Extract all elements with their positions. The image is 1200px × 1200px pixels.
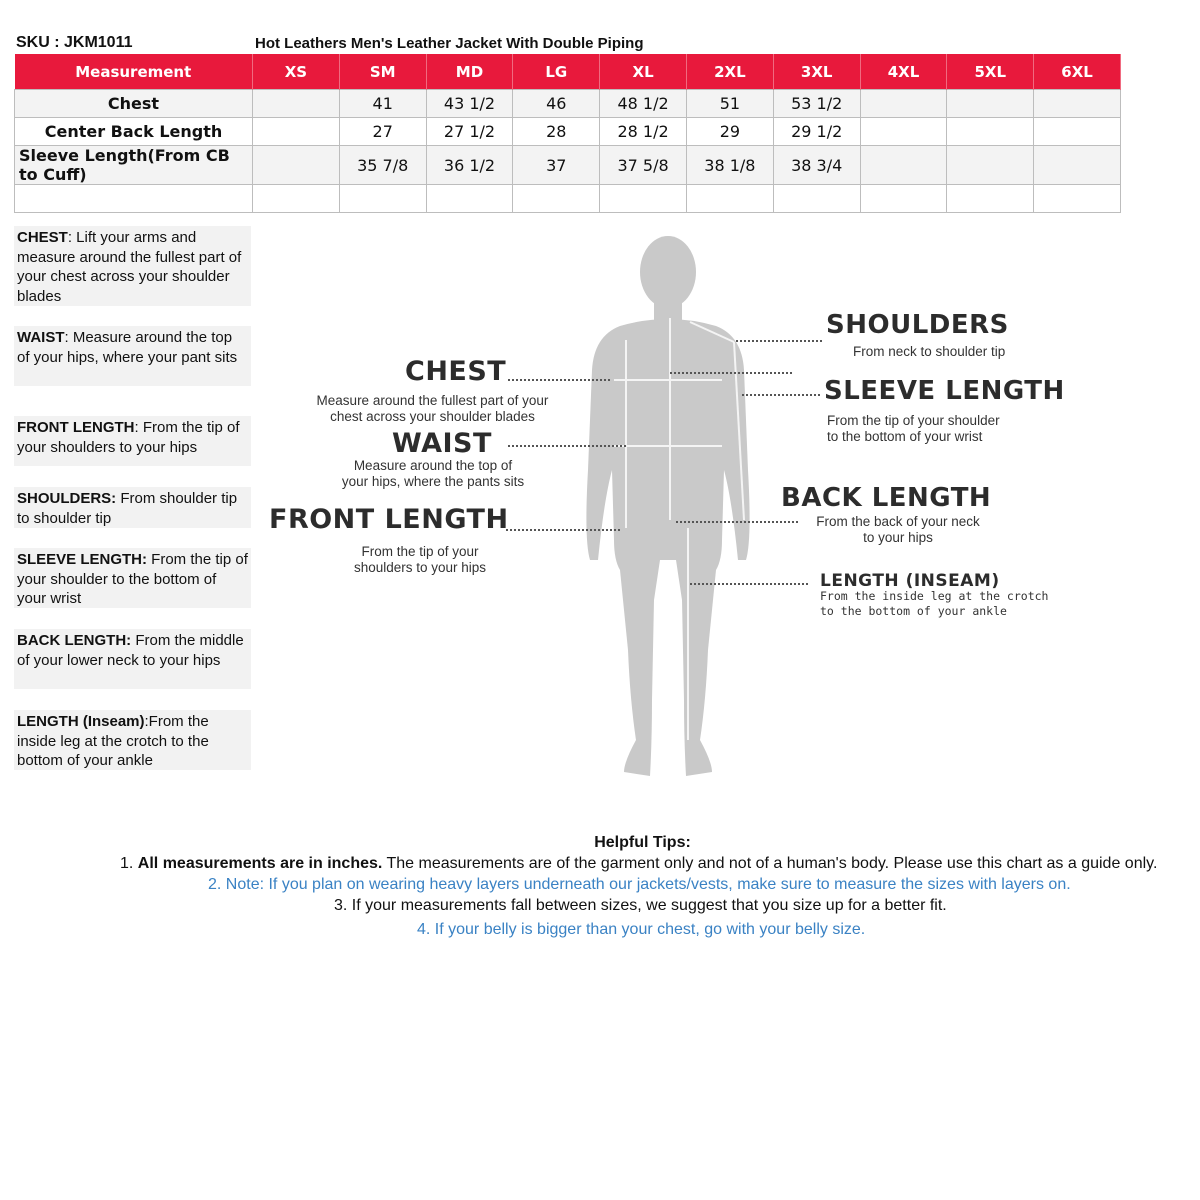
definition-term: FRONT LENGTH [17, 419, 135, 436]
row-label: Chest [15, 90, 253, 118]
diagram-shoulders-caption: From neck to shoulder tip [853, 344, 1006, 359]
tip-4: 4. If your belly is bigger than your chest, go with your belly size. [417, 921, 866, 938]
diagram-waist-caption [330, 458, 536, 490]
caption-line: From the tip of your shoulder [827, 413, 1000, 428]
row-label: Sleeve Length(From CB to Cuff) [15, 146, 253, 185]
table-cell: 28 1/2 [600, 118, 687, 146]
definition-text: From the middle of your lower neck to your hips [17, 632, 244, 669]
caption-line: From the inside leg at the crotch [820, 589, 1049, 603]
header-cell: MD [426, 54, 513, 90]
header-cell: 5XL [947, 54, 1034, 90]
header-cell: 2XL [686, 54, 773, 90]
diagram-sleeve-length-title: SLEEVE LENGTH [824, 376, 1065, 406]
definition-term: BACK LENGTH: [17, 632, 132, 649]
tip-3: 3. If your measurements fall between sizes, we suggest that you size up for a better fit. [334, 897, 947, 914]
table-cell: 29 1/2 [773, 118, 860, 146]
table-cell: 46 [513, 90, 600, 118]
tip-text: The measurements are of the garment only and not of a human's body. Please use this chart as a guide only. [382, 855, 1158, 872]
header-cell: 4XL [860, 54, 947, 90]
table-cell: 38 3/4 [773, 146, 860, 185]
table-cell: 51 [686, 90, 773, 118]
diagram-back-length-caption [800, 514, 996, 546]
diagram-chest-title: CHEST [405, 356, 507, 387]
caption-line: From the tip of your [361, 544, 479, 559]
definition-text: : Lift your arms and measure around the fullest part of your chest across your shoulder blades [17, 229, 242, 305]
caption-line: Measure around the fullest part of your [316, 393, 549, 408]
table-cell: 27 [339, 118, 426, 146]
table-cell: 37 5/8 [600, 146, 687, 185]
definition-term: WAIST [17, 329, 65, 346]
caption-line: to the bottom of your wrist [827, 429, 983, 444]
table-cell: 41 [339, 90, 426, 118]
row-label: Center Back Length [15, 118, 253, 146]
diagram-front-length-caption [332, 544, 508, 576]
diagram-inseam-caption [820, 589, 1080, 619]
definition-term: SLEEVE LENGTH: [17, 551, 148, 568]
definition-term: LENGTH (Inseam) [17, 713, 145, 730]
header-cell: XS [253, 54, 340, 90]
caption-line: to your hips [863, 530, 933, 545]
definition-text: From the tip of your shoulder to the bottom of your wrist [17, 551, 248, 607]
helpful-tips-title: Helpful Tips: [594, 834, 691, 851]
table-cell: 27 1/2 [426, 118, 513, 146]
definition-text: :From the inside leg at the crotch to the bottom of your ankle [17, 713, 209, 769]
product-title: Hot Leathers Men's Leather Jacket With Double Piping [255, 35, 644, 52]
diagram-sleeve-length-caption [827, 413, 1047, 445]
table-cell: 53 1/2 [773, 90, 860, 118]
table-cell: 37 [513, 146, 600, 185]
definition-term: CHEST [17, 229, 68, 246]
header-cell: LG [513, 54, 600, 90]
table-cell: 29 [686, 118, 773, 146]
definition-text: From shoulder tip to shoulder tip [17, 490, 238, 527]
diagram-waist-title: WAIST [392, 428, 492, 459]
table-cell: 43 1/2 [426, 90, 513, 118]
diagram-chest-caption [300, 393, 565, 425]
caption-line: Measure around the top of [353, 458, 513, 473]
caption-line: chest across your shoulder blades [330, 409, 535, 424]
diagram-front-length-title: FRONT LENGTH [269, 504, 509, 535]
table-cell: 38 1/8 [686, 146, 773, 185]
table-cell: 36 1/2 [426, 146, 513, 185]
table-cell: 28 [513, 118, 600, 146]
header-cell: XL [600, 54, 687, 90]
definition-term: SHOULDERS: [17, 490, 117, 507]
body-silhouette [586, 236, 749, 776]
tip-1 [120, 855, 1157, 873]
diagram-back-length-title: BACK LENGTH [781, 483, 992, 513]
definition-text: : From the tip of your shoulders to your hips [17, 419, 240, 456]
tip-number: 1. [120, 855, 138, 872]
tip-2: 2. Note: If you plan on wearing heavy layers underneath our jackets/vests, make sure to measure the sizes with layers on. [208, 876, 1071, 893]
table-cell: 48 1/2 [600, 90, 687, 118]
header-cell: 6XL [1034, 54, 1121, 90]
table-cell: 35 7/8 [339, 146, 426, 185]
caption-line: From the back of your neck [816, 514, 980, 529]
definition-text: : Measure around the top of your hips, where your pant sits [17, 329, 238, 366]
header-cell: SM [339, 54, 426, 90]
sku-label: SKU : JKM1011 [16, 34, 133, 51]
caption-line: shoulders to your hips [353, 560, 487, 575]
caption-line: your hips, where the pants sits [341, 474, 525, 489]
header-cell: 3XL [773, 54, 860, 90]
header-cell: Measurement [15, 54, 253, 90]
diagram-shoulders-title: SHOULDERS [826, 310, 1009, 340]
diagram-inseam-title: LENGTH (INSEAM) [820, 571, 1000, 591]
tip-bold-text: All measurements are in inches. [137, 855, 383, 872]
caption-line: to the bottom of your ankle [820, 604, 1007, 618]
